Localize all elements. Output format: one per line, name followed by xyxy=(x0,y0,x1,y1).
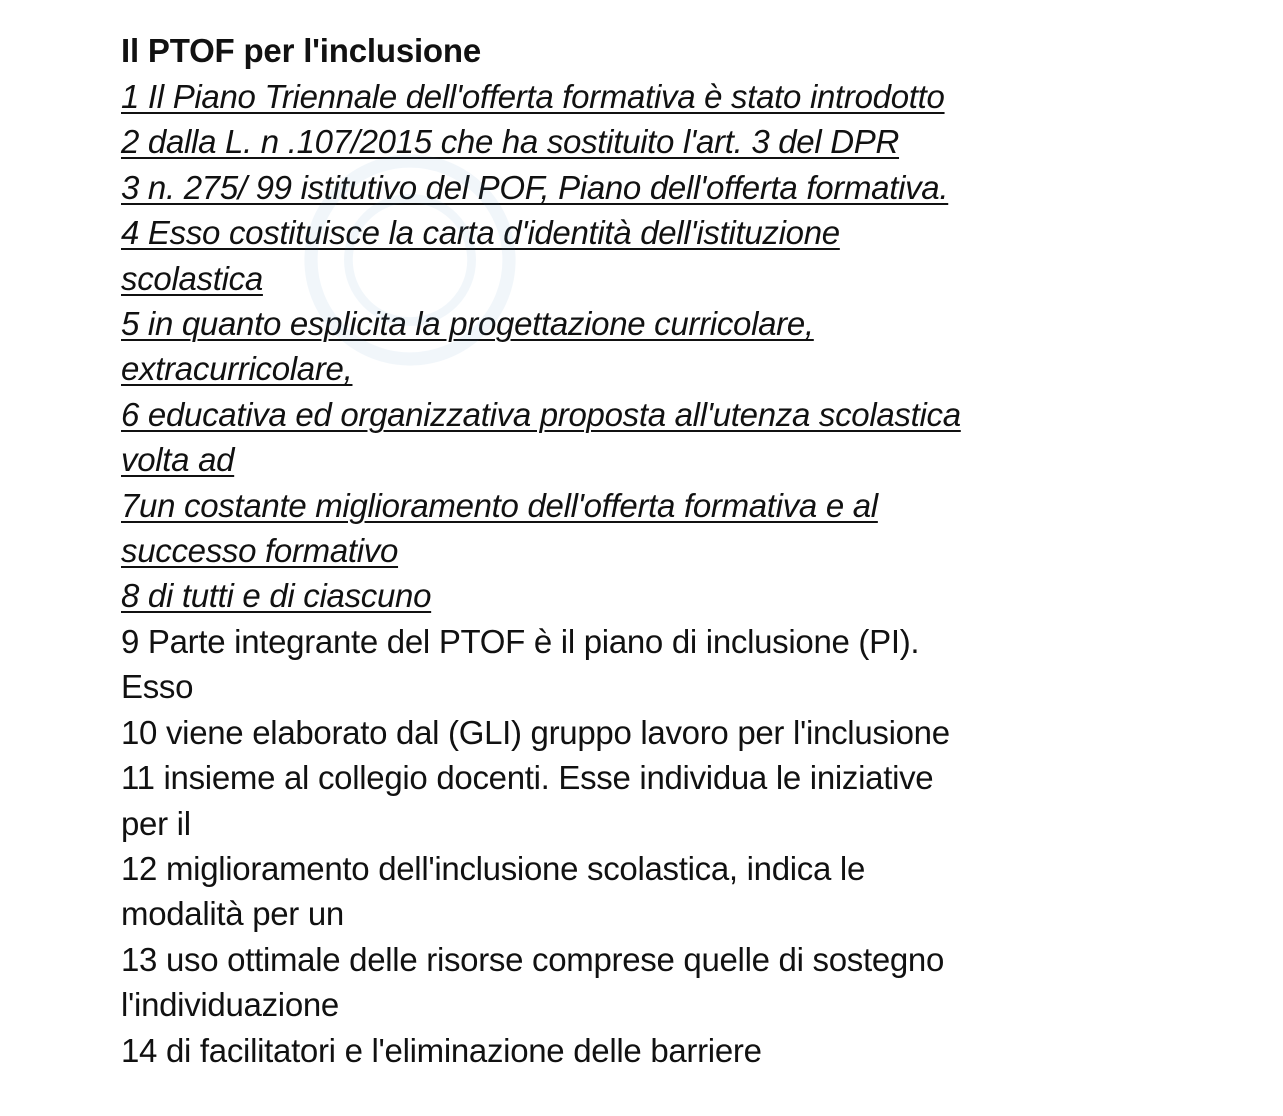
document-line xyxy=(121,982,1241,1027)
document-line-text: per il xyxy=(121,804,191,842)
document-line-text: 12 miglioramento dell'inclusione scolastica, indica le xyxy=(121,849,865,887)
document-line xyxy=(121,755,1241,800)
document-line xyxy=(121,801,1241,846)
document-line xyxy=(121,346,1241,391)
document-line xyxy=(121,119,1241,164)
document-line xyxy=(121,165,1241,210)
document-line xyxy=(121,483,1241,528)
document-line-text: modalità per un xyxy=(121,895,344,933)
document-line-text: 7un costante miglioramento dell'offerta formativa e al xyxy=(121,486,878,524)
document-line xyxy=(121,891,1241,936)
document-line xyxy=(121,392,1241,437)
document-page xyxy=(121,28,1241,1073)
document-line-text: l'individuazione xyxy=(121,986,339,1024)
document-line-text: 8 di tutti e di ciascuno xyxy=(121,577,432,615)
document-line-text: 14 di facilitatori e l'eliminazione delle barriere xyxy=(121,1031,762,1069)
document-line xyxy=(121,619,1241,664)
document-line xyxy=(121,528,1241,573)
document-line-text: 10 viene elaborato dal (GLI) gruppo lavoro per l'inclusione xyxy=(121,713,950,751)
document-line xyxy=(121,74,1241,119)
document-line xyxy=(121,846,1241,891)
document-line xyxy=(121,437,1241,482)
document-body xyxy=(121,74,1241,1073)
document-line-text: Esso xyxy=(121,668,194,706)
document-line-text: 9 Parte integrante del PTOF è il piano di inclusione (PI). xyxy=(121,622,920,660)
document-line-text: extracurricolare, xyxy=(121,350,353,388)
document-line xyxy=(121,710,1241,755)
document-line xyxy=(121,573,1241,618)
document-title: Il PTOF per l'inclusione xyxy=(121,32,482,69)
document-line-text: 11 insieme al collegio docenti. Esse individua le iniziative xyxy=(121,759,934,797)
document-line xyxy=(121,664,1241,709)
document-line xyxy=(121,210,1241,255)
document-line-text: 5 in quanto esplicita la progettazione curricolare, xyxy=(121,305,814,343)
document-line xyxy=(121,1028,1241,1073)
document-line-text: 3 n. 275/ 99 istitutivo del POF, Piano dell'offerta formativa. xyxy=(121,168,949,206)
document-line-text: 4 Esso costituisce la carta d'identità dell'istituzione xyxy=(121,214,840,252)
document-line-text: 2 dalla L. n .107/2015 che ha sostituito l'art. 3 del DPR xyxy=(121,123,900,161)
document-line-text: volta ad xyxy=(121,441,235,479)
document-line xyxy=(121,301,1241,346)
document-line-text: 6 educativa ed organizzativa proposta all'utenza scolastica xyxy=(121,395,961,433)
document-line xyxy=(121,937,1241,982)
document-line-text: successo formativo xyxy=(121,532,399,570)
document-line-text: 1 Il Piano Triennale dell'offerta formativa è stato introdotto xyxy=(121,78,945,115)
document-line-text: scolastica xyxy=(121,259,263,297)
document-line xyxy=(121,256,1241,301)
document-line-text: 13 uso ottimale delle risorse comprese quelle di sostegno xyxy=(121,940,945,978)
